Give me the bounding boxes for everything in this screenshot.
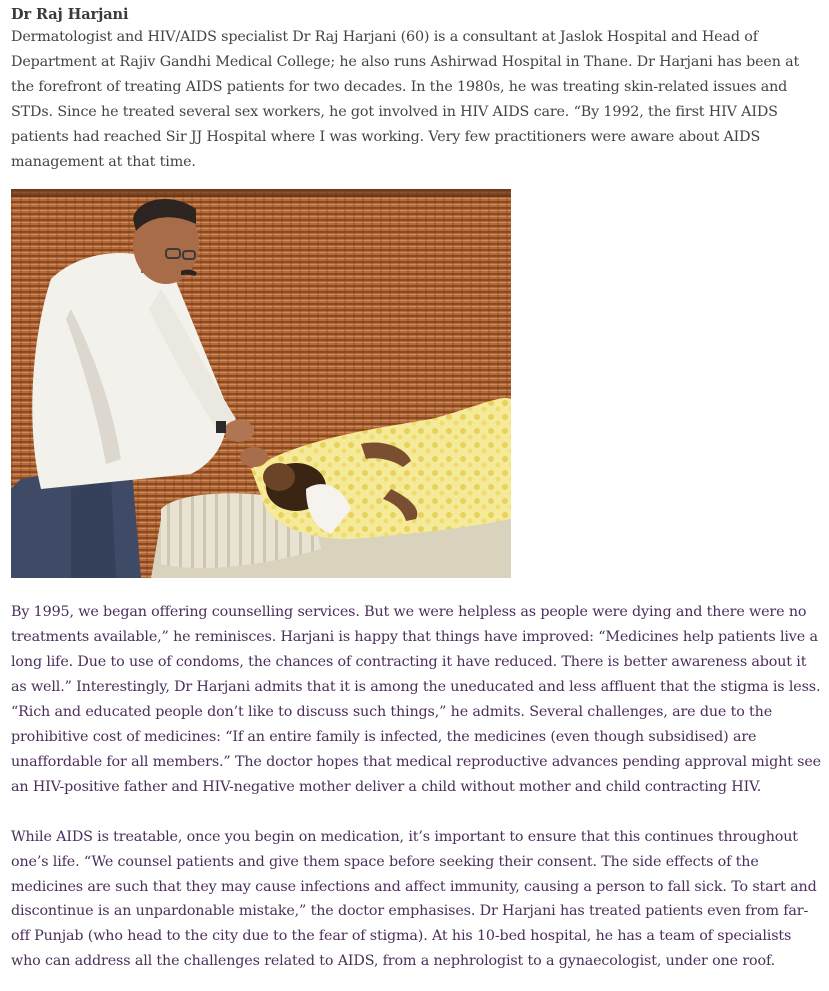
article-paragraph-3: While AIDS is treatable, once you begin on medication, it’s important to ensure that this continues throughout one’s life. “We counsel patients and give them space before seeking their consent. The side effects of the medicines are such that they may cause infections and affect immunity, causing a person to fall sick. To start and discontinue is an unpardonable mistake,” the doctor emphasises. Dr Harjani has treated patients even from far-off Punjab (who head to the city due to the fear of stigma). At his 10-bed hospital, he has a team of specialists who can address all the challenges related to AIDS, from a nephrologist to a gynaecologist, under one roof. — [11, 828, 817, 970]
article — [11, 5, 823, 974]
article-heading: Dr Raj Harjani — [11, 6, 129, 23]
article-photo — [11, 189, 511, 578]
article-paragraph-2: By 1995, we began offering counselling services. But we were helpless as people were dying and there were no treatments available,” he reminisces. Harjani is happy that things have improved: “Medicines help patients live a long life. Due to use of condoms, the chances of contracting it have reduced. There is better awareness about it as well.” Interestingly, Dr Harjani admits that it is among the uneducated and less affluent that the stigma is less. “Rich and educated people don’t like to discuss such things,” he admits. Several challenges, are due to the prohibitive cost of medicines: “If an entire family is infected, the medicines (even though subsidised) are unaffordable for all members.” The doctor hopes that medical reproductive advances pending approval might see an HIV-positive father and HIV-negative mother deliver a child without mother and child contracting HIV. — [11, 604, 821, 795]
photo-doctor-examining-patient — [11, 189, 511, 578]
article-paragraph-1: Dermatologist and HIV/AIDS specialist Dr Raj Harjani (60) is a consultant at Jaslok Hospital and Head of Department at Rajiv Gandhi Medical College; he also runs Ashirwad Hospital in Thane. Dr Harjani has been at the forefront of treating AIDS patients for two decades. In the 1980s, he was treating skin-related issues and STDs. Since he treated several sex workers, he got involved in HIV AIDS care. “By 1992, the first HIV AIDS patients had reached Sir JJ Hospital where I was working. Very few practitioners were aware about AIDS management at that time. — [11, 29, 800, 170]
